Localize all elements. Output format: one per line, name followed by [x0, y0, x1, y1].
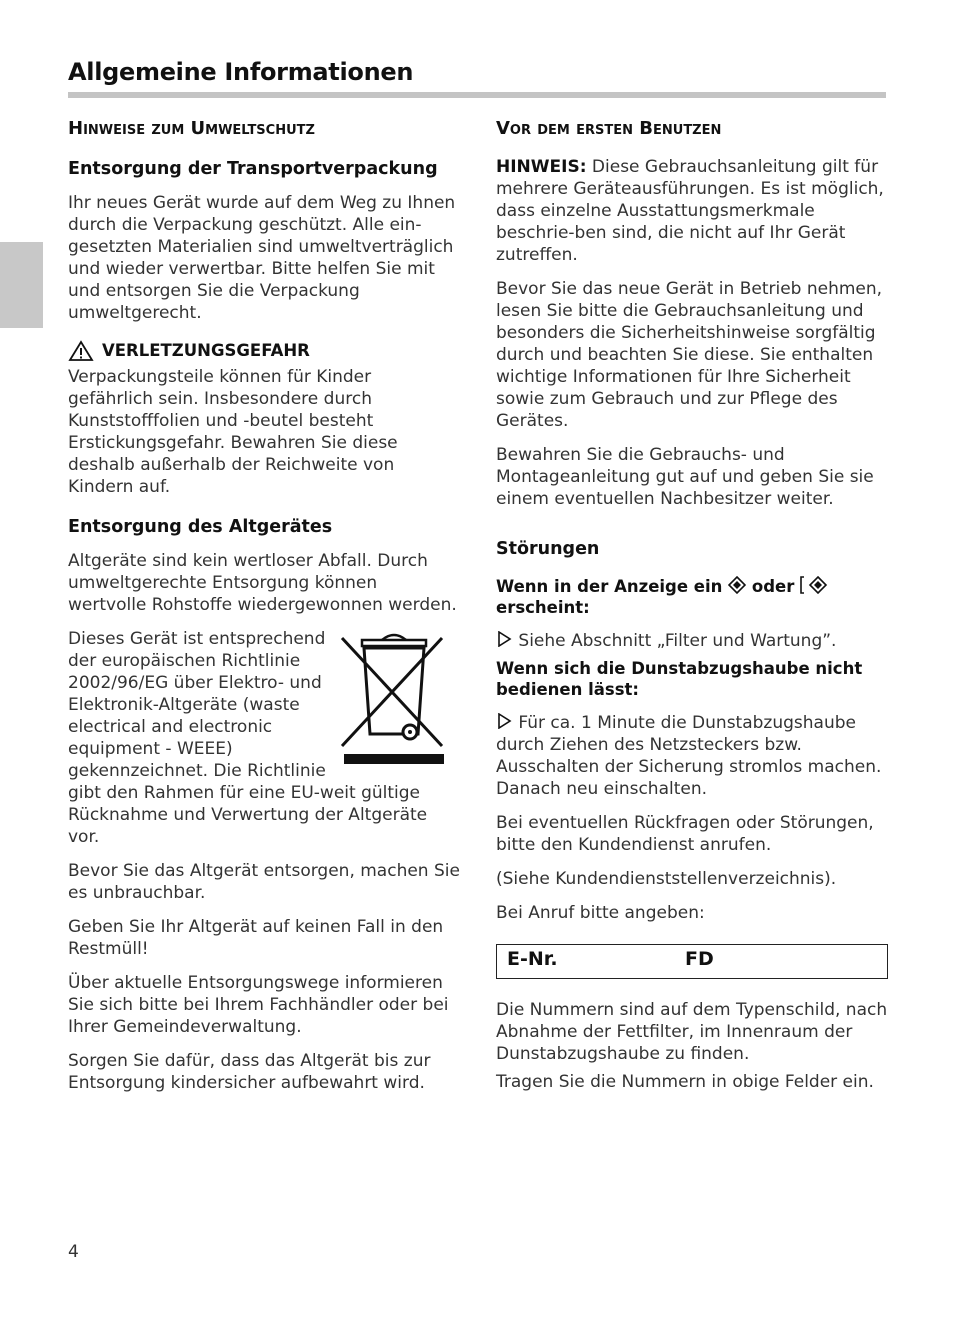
crossed-bin-icon — [336, 628, 448, 766]
filter-saturation-icon — [728, 576, 746, 594]
section-title-first-use: Vor dem ersten Benutzen — [496, 118, 722, 139]
old-device-p2-line7: gekennzeichnet. Die Richtlinie — [68, 761, 326, 781]
old-device-p2-line9: Rücknahme und Verwertung der Altgeräte vor. — [68, 805, 428, 847]
page-title: Allgemeine Informationen — [68, 58, 414, 86]
page-number: 4 — [68, 1242, 79, 1262]
fault-q1-part-a: Wenn in der Anzeige ein — [496, 577, 723, 596]
fault-q1-part-c: erscheint: — [496, 598, 590, 617]
fault-p3: Bei eventuellen Rückfragen oder Störungen, bitte den Kundendienst anrufen. — [496, 813, 874, 855]
first-use-p2: Bewahren Sie die Gebrauchs- und Montageanleitung gut auf und geben Sie sie einem eventuellen Nachbesitzer weiter. — [496, 445, 874, 509]
weee-section — [68, 628, 460, 848]
old-device-p1: Altgeräte sind kein wertloser Abfall. Durch umweltgerechte Entsorgung können wertvolle Rohstoffe wiedergewonnen werden. — [68, 551, 457, 615]
old-device-p2-line4: Elektronik-Altgeräte (waste — [68, 695, 300, 715]
fault-a2-text: Für ca. 1 Minute die Dunstabzugshaube durch Ziehen des Netzsteckers bzw. Ausschalten der Sicherung stromlos machen. Danach neu einschalten. — [496, 713, 882, 799]
enr-label: E-Nr. — [507, 948, 558, 970]
old-device-p2-line8: gibt den Rahmen für eine EU-weit gültige — [68, 783, 421, 803]
fault-p6: Die Nummern sind auf dem Typenschild, nach Abnahme der Fettfilter, im Innenraum der Dunstabzugshaube zu finden. — [496, 1000, 888, 1064]
arrow-right-icon — [496, 631, 513, 647]
note-paragraph — [496, 156, 888, 266]
fd-label: FD — [685, 948, 714, 970]
fault-answer-1 — [496, 630, 888, 652]
old-device-p5: Über aktuelle Entsorgungswege informieren Sie sich bitte bei Ihrem Fachhändler oder bei Ihrer Gemeindeverwaltung. — [68, 973, 449, 1037]
warning-label: VERLETZUNGSGEFAHR — [102, 341, 310, 360]
heading-transport: Entsorgung der Transportverpackung — [68, 159, 438, 179]
service-number-box — [496, 944, 888, 979]
section-title-environment: Hinweise zum Umweltschutz — [68, 118, 315, 139]
warning-text: Verpackungsteile können für Kinder gefährlich sein. Insbesondere durch Kunststofffolien und -beutel besteht Erstickungsgefahr. Bewahren Sie diese deshalb außerhalb der Reichweite von Kindern auf. — [68, 367, 398, 497]
warning-icon — [68, 340, 94, 362]
side-tab-marker — [0, 242, 43, 328]
right-column — [496, 118, 888, 1093]
arrow-right-icon — [496, 713, 513, 729]
old-device-p6: Sorgen Sie dafür, dass das Altgerät bis zur Entsorgung kindersicher aufbewahrt wird. — [68, 1051, 431, 1093]
old-device-p2-line1: Dieses Gerät ist entsprechend — [68, 629, 326, 649]
first-use-p1: Bevor Sie das neue Gerät in Betrieb nehmen, lesen Sie bitte die Gebrauchsanleitung und besonders die Sicherheitshinweise sorgfältig durch und beachten Sie diese. Sie enthalten wichtige Informationen für Ihre Sicherheit sowie zum Gebrauch und zur Pflege des Gerätes. — [496, 279, 883, 431]
filter-saturation-alt-icon — [800, 576, 828, 594]
note-text: Diese Gebrauchsanleitung gilt für mehrere Geräteausführungen. Es ist möglich, dass einzelne Ausstattungsmerkmale beschrie-ben sind, die nicht auf Ihr Gerät zutreffen. — [496, 157, 884, 265]
left-column — [68, 118, 460, 1094]
old-device-p3: Bevor Sie das Altgerät entsorgen, machen Sie es unbrauchbar. — [68, 861, 460, 903]
old-device-p2-line6: equipment - WEEE) — [68, 739, 233, 759]
fault-a1-text: Siehe Abschnitt „Filter und Wartung”. — [518, 631, 837, 651]
note-label: HINWEIS: — [496, 157, 587, 177]
heading-old-device: Entsorgung des Altgerätes — [68, 517, 333, 537]
fault-p7: Tragen Sie die Nummern in obige Felder ein. — [496, 1072, 874, 1092]
fault-answer-2 — [496, 712, 888, 800]
fault-p5: Bei Anruf bitte angeben: — [496, 903, 705, 923]
fault-question-1 — [496, 576, 888, 618]
heading-faults: Störungen — [496, 539, 600, 559]
transport-text: Ihr neues Gerät wurde auf dem Weg zu Ihnen durch die Verpackung geschützt. Alle ein-gesetzten Materialien sind umweltverträglich und wieder verwertbar. Bitte helfen Sie mit und entsorgen Sie die Verpackung umweltgerecht. — [68, 193, 456, 323]
old-device-p2-line5: electrical and electronic — [68, 717, 273, 737]
fault-question-2: Wenn sich die Dunstabzugshaube nicht bedienen lässt: — [496, 659, 863, 699]
fault-q1-part-b: oder — [751, 577, 795, 596]
warning-heading — [68, 340, 460, 362]
old-device-p2-line3: 2002/96/EG über Elektro- und — [68, 673, 322, 693]
old-device-p2-line2: der europäischen Richtlinie — [68, 651, 301, 671]
fault-p4: (Siehe Kundendienststellenverzeichnis). — [496, 869, 837, 889]
title-rule — [68, 92, 886, 98]
old-device-p4: Geben Sie Ihr Altgerät auf keinen Fall in den Restmüll! — [68, 917, 444, 959]
